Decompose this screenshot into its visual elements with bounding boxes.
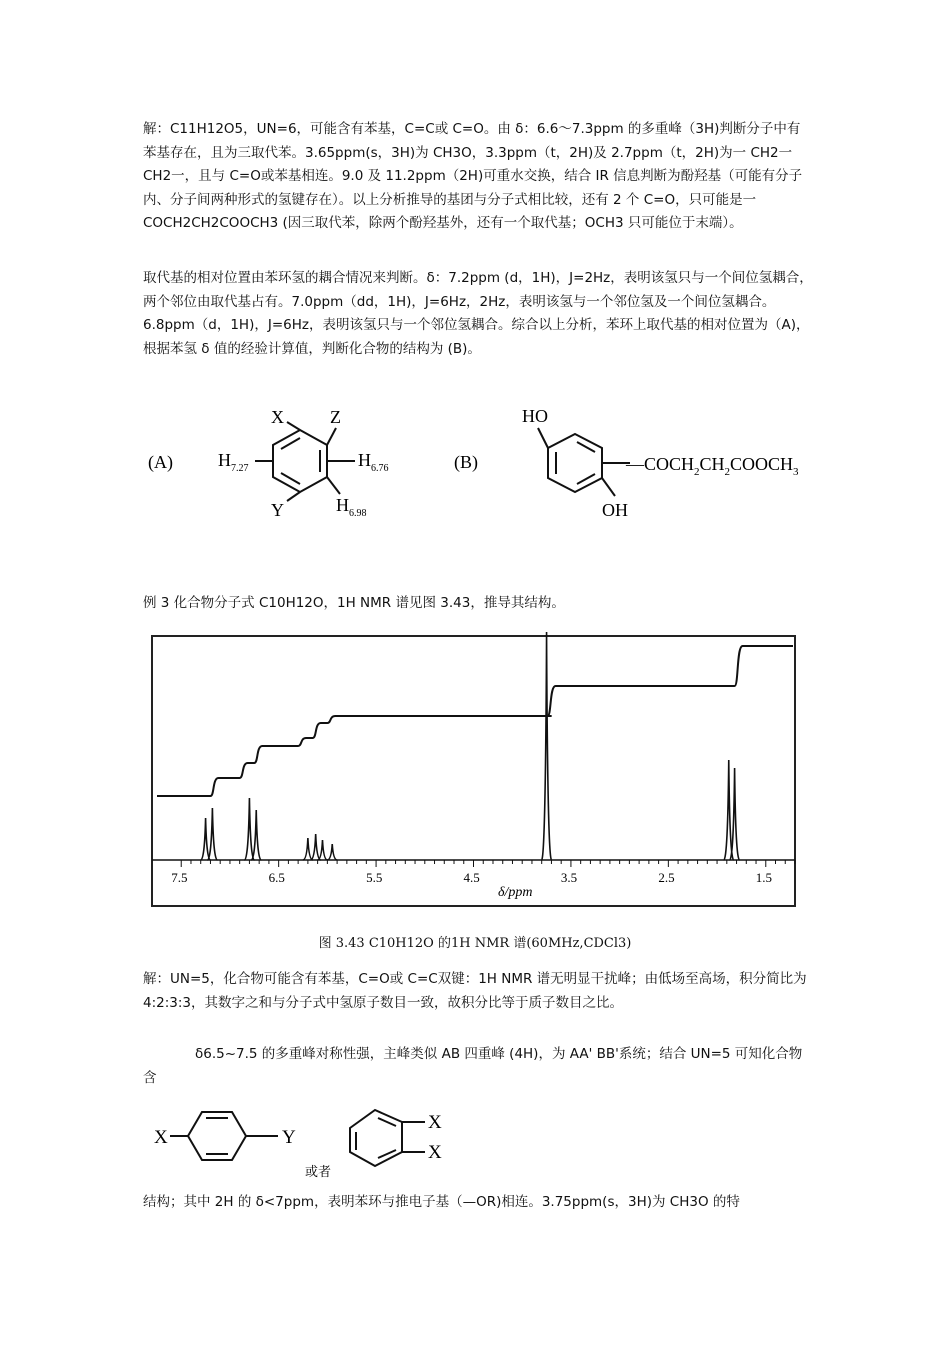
nmr-peak [244,798,254,860]
label-a: (A) [148,452,173,472]
x-tick-label: 3.5 [560,870,578,885]
benzene-ring-b [538,428,630,496]
x-tick-label: 7.5 [171,870,188,885]
oh-group: OH [602,500,628,520]
paragraph-substituent [143,267,813,361]
integral-curve [157,646,793,796]
sub-y: Y [271,500,284,520]
ortho-x1: X [428,1112,442,1133]
paragraph-aabb [143,1043,813,1090]
para-y: Y [282,1127,296,1148]
benzene-ring-a [255,422,355,501]
or-text: 或者 [305,1164,332,1179]
example-3 [143,592,813,616]
para-benzene [170,1112,278,1160]
structure-figure [140,398,820,528]
text-para1: 解：C11H12O5，UN=6，可能含有苯基，C=C或 C=O。由 δ：6.6～7.3ppm 的多重峰（3H)判断分子中有苯基存在，且为三取代苯。3.65ppm(s，3H)为 CH3O，3.3ppm（t，2H)及 2.7ppm（t，2H)为一 CH2一 CH2一，且与 C=O或苯基相连。9.0 及 11.2ppm（2H)可重水交换，结合 IR 信息判断为酚羟基（可能有分子内、分子间两种形式的氢键存在）。以上分析推导的基团与分子式相比较，还有 2 个 C=O，只可能是一 COCH2CH2COOCH3 (因三取代苯，除两个酚羟基外，还有一个取代基；OCH3 只可能位于末端）。 [143,121,803,231]
text-para3: 解：UN=5，化合物可能含有苯基，C=O或 C=C双键：1H NMR 谱无明显干扰峰；由低场至高场，积分简比为 4:2:3:3，其数字之和与分子式中氢原子数目一致，故积分比等于质子数目之比。 [143,971,807,1011]
nmr-peak [311,834,321,860]
side-chain: $—COCH_2CH_2COOCH_3$ [626,454,799,478]
nmr-peak [542,632,552,860]
h-727: $H_{7.27}$ [218,450,249,474]
chart-caption: 图 3.43 C10H12O 的1H NMR 谱(60MHz,CDCl3) [318,936,632,951]
x-tick-label: 1.5 [755,870,773,885]
nmr-peak [303,838,313,860]
nmr-peak [207,808,217,860]
text-example3: 例 3 化合物分子式 C10H12O，1H NMR 谱见图 3.43，推导其结构。 [143,595,565,611]
nmr-spectrum-chart [140,628,810,928]
nmr-peak [327,844,337,860]
para-x: X [154,1127,168,1148]
nmr-peak [201,818,211,860]
x-tick-label: 2.5 [658,870,675,885]
x-tick-label: 4.5 [463,870,480,885]
text-para2: 取代基的相对位置由苯环氢的耦合情况来判断。δ：7.2ppm (d，1H)，J=2Hz，表明该氢只与一个间位氢耦合，两个邻位由取代基占有。7.0ppm（dd，1H)，J=6Hz，2Hz，表明该氢与一个邻位氢及一个间位氢耦合。6.8ppm（d，1H)，J=6Hz，表明该氢只与一个邻位氢耦合。综合以上分析，苯环上取代基的相对位置为（A)，根据苯氢 δ 值的经验计算值，判断化合物的结构为 (B)。 [143,270,813,357]
paragraph-solution-5 [143,1191,813,1215]
x-tick-label: 5.5 [366,870,383,885]
nmr-peak [251,810,261,860]
sub-x: X [271,407,284,427]
h-698: $H_{6.98}$ [336,495,367,519]
bottom-structures [140,1098,480,1184]
x-axis-label: δ/ppm [498,885,533,900]
label-b: (B) [454,452,478,472]
x-tick-label: 6.5 [268,870,285,885]
text-para5: 结构；其中 2H 的 δ<7ppm，表明苯环与推电子基（—OR)相连。3.75ppm(s，3H)为 CH3O 的特 [143,1194,740,1210]
ortho-benzene [350,1110,425,1166]
sub-z: Z [330,407,341,427]
paragraph-solution-1 [143,118,813,236]
h-676: $H_{6.76}$ [358,450,389,474]
ho-group: HO [522,406,548,426]
text-para4: δ6.5~7.5 的多重峰对称性强，主峰类似 AB 四重峰 (4H)，为 AA' BB'系统；结合 UN=5 可知化合物含 [143,1046,803,1086]
nmr-peak [317,840,327,860]
paragraph-solution-3 [143,968,813,1015]
ortho-x2: X [428,1142,442,1163]
